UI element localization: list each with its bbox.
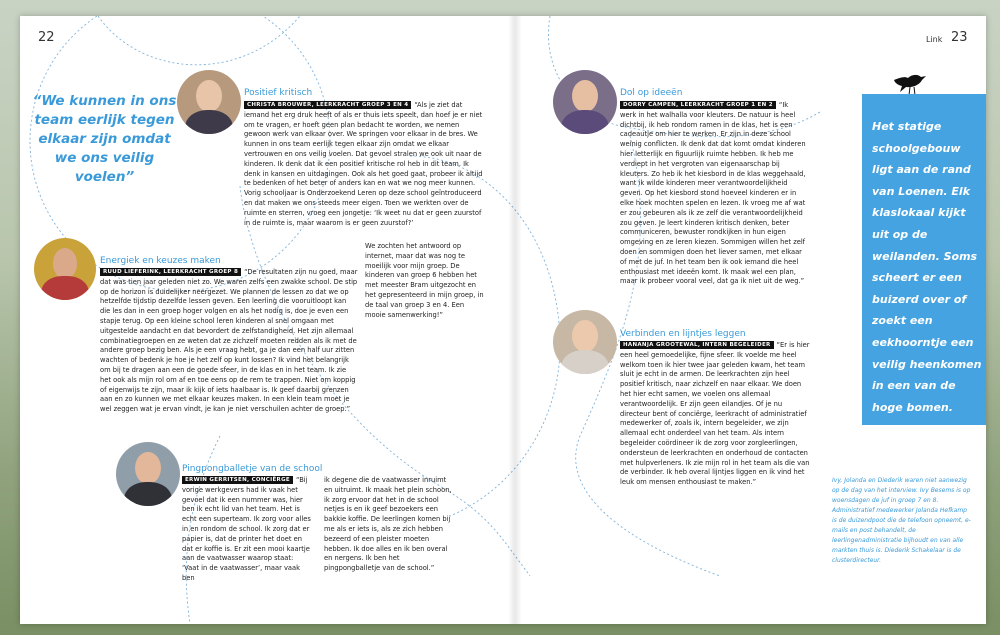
- pull-quote-line: we ons veilig voelen”: [54, 150, 155, 185]
- section-title-verbinden: Verbinden en lijntjes leggen: [620, 329, 746, 339]
- running-header: Link: [926, 35, 943, 44]
- section-body-dol: [620, 101, 806, 287]
- section-body-pingpong: [182, 476, 312, 584]
- section-title-dol: Dol op ideeën: [620, 88, 683, 98]
- section-body-verbinden: [620, 341, 812, 488]
- portrait-ruud: [34, 238, 96, 300]
- name-tag: ERWIN GERRITSEN, CONCIËRGE: [182, 476, 293, 484]
- section-text: “Als je ziet dat iemand het erg druk heeft of als er thuis iets speelt, dan hoef je er niet om te vragen, er hoeft geen plan bedacht te worden, we nemen gewoon werk van elkaar over. We springen voor elkaar in de bres. We kunnen in ons team eerlijk tegen elkaar zijn omdat we elkaar vertrouwen en ons veilig voelen. Dat gevoel stralen we ook uit naar de kinderen. Ik denk dat ik een positief kritische rol heb in dit team. Ik denk in kansen en uitdagingen. Ook als het goed gaat, probeer ik altijd te bedenken of het beter of anders kan en wat we nog meer kunnen. Vorig schooljaar is Onderzoekend Leren op deze school geïntroduceerd en dat maken we ons steeds meer eigen. Toen we werkten over de ruimte en sterren, vroeg een jongetje: ‘Ik weet nu dat er geen zuurstof in de ruimte is, maar waarom is er geen zuurstof?’: [244, 101, 483, 227]
- portrait-erwin: [116, 442, 180, 506]
- page-number-left: 22: [38, 30, 55, 45]
- pull-quote-line: “We kunnen in ons: [32, 93, 177, 109]
- portrait-hananja: [553, 310, 617, 374]
- section-body-positief: [244, 101, 486, 228]
- name-tag: CHRISTA BROUWER, LEERKRACHT GROEP 3 EN 4: [244, 101, 411, 109]
- section-text: “Ik werk in het walhalla voor kleuters. De natuur is heel dichtbij, ik heb rondom ramen in de klas, het is een cadeautje om hier te werken. Er zijn in deze school weinig conflicten. Ik denk dat dat komt omdat kinderen hier letterlijk en figuurlijk ruimte hebben. Ik heb me verdiept in het vergroten van eigenaarschap bij kleuters. Zo heb ik het kiesbord in de klas weggehaald, want ik wilde kinderen meer verantwoordelijkheid geven. Op het kiesbord stond hoeveel kinderen er in elke hoek mochten spelen en lezen. Ik vroeg me af wat er zou gebeuren als ik ze zelf die verantwoordelijkheid zou geven. Je leert kinderen kritisch denken, beter communiceren, bewuster rondkijken in hun eigen omgeving en ze leren kiezen. Sommigen willen het zelf doen en sommigen doen het liever samen, met elkaar of met de juf. In het team ben ik ook iemand die heel enthousiast met ideeën komt. Ik maak wel een plan, maar ik probeer vooral veel, dat ga ik niet uit de weg.”: [620, 101, 806, 286]
- pull-quote: [32, 92, 177, 187]
- photo-caption: Ivy, Jolanda en Diederik waren niet aanwezig op de dag van het interview. Ivy Besems is op woensdagen de juf in groep 7 en 8. Administratief medewerker Jolanda Hefkamp is de duizendpoot die de telefoon opneemt, e-mails en post behandelt, de leerlingenadministratie bijhoudt en van alle markten thuis is. Diederik Schakelaar is de clusterdirecteur.: [832, 477, 971, 564]
- pull-quote-line: elkaar zijn omdat: [38, 131, 171, 147]
- pull-quote-line: team eerlijk tegen: [34, 112, 175, 128]
- magazine-spread: [20, 16, 986, 624]
- section-body-pingpong-cont: ik degene die de vaatwasser inruimt en uitruimt. Ik maak het plein schoon, ik zorg ervoor dat het in de school netjes is en ik geef bezoekers een bakkie koffie. De leerlingen komen bij me als er iets is, als ze zich hebben bezeerd of een pleister moeten hebben. Ik doe alles en ik ben overal en nergens. Ik ben het pingpongballetje van de school.”: [324, 476, 452, 573]
- section-title-energiek: Energiek en keuzes maken: [100, 256, 221, 266]
- page-number-right: 23: [951, 30, 968, 45]
- section-body-energiek: [100, 268, 358, 415]
- page-spine: [508, 16, 522, 624]
- portrait-dorry: [553, 70, 617, 134]
- intro-box-text: Het statige schoolgebouw ligt aan de rand van Loenen. Elk klaslokaal kijkt uit op de weilanden. Soms scheert er een buizerd over of zoekt een eekhoorntje een veilig heenkomen in een van de hoge bomen.: [872, 120, 982, 414]
- section-body-positief-cont: We zochten het antwoord op internet, maar dat was nog te moeilijk voor mijn groep. De kinderen van groep 6 hebben het met meester Bram uitgezocht en het gepresenteerd in mijn groep, in de taal van groep 3 en 4. Een mooie samenwerking!”: [365, 242, 484, 319]
- section-text: “Bij vorige werkgevers had ik vaak het gevoel dat ik een nummer was, hier ben ik echt lid van het team. Het is echt een superteam. Ik zorg voor alles in en rondom de school. Ik zorg dat er papier is, dat de printer het doet en dat er koffie is. Er zit een mooi kaartje aan de vaatwasser waarop staat: ‘Vaat in de vaatwasser’, maar vaak ben: [182, 476, 311, 582]
- section-text: “De resultaten zijn nu goed, maar dat was tien jaar geleden niet zo. We waren zelfs een zwakke school. De stip op de horizon is duidelijker neergezet. We plannen de lessen zo dat we op hetzelfde tijdstip dezelfde lessen geven. Een leerling die vooruitloopt kan die les dan in een groep hoger volgen en als het nodig is, doe je even een stapje terug. Op een kleine school leren kinderen al snel omgaan met uitgestelde aandacht en dat bevordert de zelfstandigheid. Het zijn allemaal combinatiegroepen en ze weten dat ze zichzelf moeten redden als ik met de andere groep bezig ben. Als je een vraag hebt, ga je dan een half uur zitten wachten of bedenk je hoe je het zelf op kunt lossen? Ik vind het belangrijk om bij te dragen aan een de goede sfeer, in de klas en in het team. Ik zie het ook als mijn rol om af en toe eens op de rem te trappen. Niet om koppig of eigenwijs te zijn, maar ik kijk of iets haalbaar is. Ik geef daarbij grenzen aan en zo kunnen we met elkaar keuzes maken. In een klein team moet je wel zeggen wat je ervan vindt, je kan je niet verschuilen achter de groep.”: [100, 268, 358, 414]
- intro-box: [862, 94, 986, 425]
- portrait-christa: [177, 70, 241, 134]
- section-title-positief: Positief kritisch: [244, 88, 313, 98]
- section-text: “Er is hier een heel gemoedelijke, fijne sfeer. Ik voelde me heel welkom toen ik hier twee jaar geleden kwam, het team sluit je echt in de armen. De leerkrachten zijn heel positief kritisch, naar zichzelf en naar elkaar. We doen het hier echt samen, we voelen ons allemaal verantwoordelijk. Er zijn geen eilandjes. Of je nu directeur bent of conciërge, leerkracht of administratief medewerker of, zoals ik, intern begeleider, we zijn allemaal echt onderdeel van het team. Als intern begeleider coördineer ik de zorg voor zorgleerlingen, ondersteun de leerkrachten en onderhoud de contacten met hulpverleners. Ik zie mijn rol in het team als die van de verbinder. Ik heb overal lijntjes liggen en ik vind het leuk om mensen enthousiast te maken.”: [620, 341, 810, 487]
- name-tag: DORRY CAMPEN, LEERKRACHT GROEP 1 EN 2: [620, 101, 776, 109]
- name-tag: HANANJA GROOTEWAL, INTERN BEGELEIDER: [620, 341, 774, 349]
- section-title-pingpong: Pingpongballetje van de school: [182, 464, 323, 474]
- name-tag: RUUD LIEFERINK, LEERKRACHT GROEP 8: [100, 268, 241, 276]
